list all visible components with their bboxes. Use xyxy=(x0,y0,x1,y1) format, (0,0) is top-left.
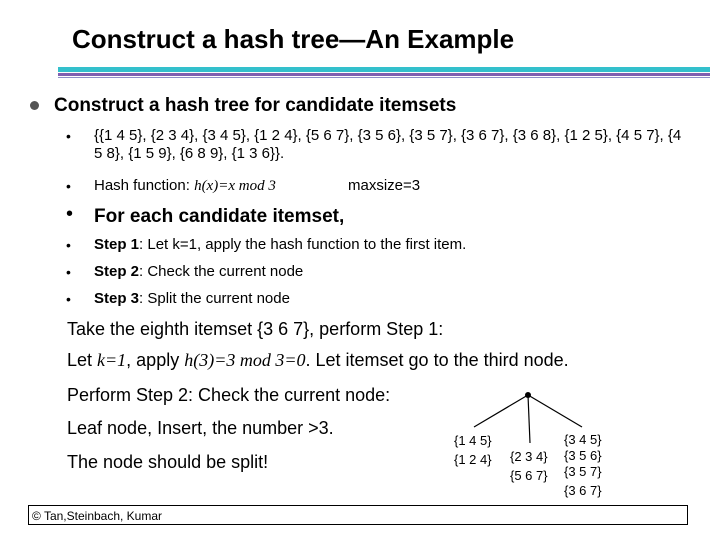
paragraph-5: The node should be split! xyxy=(67,452,269,472)
second-bullet: For each candidate itemset, xyxy=(94,206,345,227)
slide-title: Construct a hash tree—An Example xyxy=(72,24,515,54)
tree-left-leaf-item: {1 4 5} xyxy=(454,433,492,448)
paragraph-2-a: Let xyxy=(67,350,98,370)
step-1-label: Step 1 xyxy=(94,236,140,253)
bullet-icon xyxy=(30,101,39,110)
bullet-icon: • xyxy=(66,237,71,253)
hash-tree-diagram xyxy=(440,385,620,503)
maxsize-label: maxsize=3 xyxy=(348,177,421,194)
step-2-label: Step 2 xyxy=(94,263,140,280)
bullet-icon: • xyxy=(66,291,71,307)
tree-middle-leaf-item: {5 6 7} xyxy=(510,468,548,483)
step-3 xyxy=(94,290,290,308)
main-bullet: Construct a hash tree for candidate itemsets xyxy=(54,95,457,116)
bullet-icon: • xyxy=(66,178,71,194)
tree-edge-middle xyxy=(528,395,530,443)
paragraph-2-c: . Let itemset go to the third node. xyxy=(305,350,569,370)
tree-edge-right xyxy=(528,395,582,427)
step-1 xyxy=(94,236,466,254)
step-3-label: Step 3 xyxy=(94,290,140,307)
step-2 xyxy=(94,263,303,281)
tree-middle-leaf-item: {2 3 4} xyxy=(510,449,548,464)
title-divider-thin xyxy=(58,77,710,78)
paragraph-4: Leaf node, Insert, the number >3. xyxy=(67,418,334,438)
tree-right-leaf-item: {3 4 5} xyxy=(564,432,602,447)
tree-right-leaf-item: {3 5 6} xyxy=(564,448,602,463)
tree-edge-left xyxy=(474,395,528,427)
paragraph-1: Take the eighth itemset {3 6 7}, perform Step 1: xyxy=(67,319,444,339)
hash-function-line xyxy=(94,177,276,195)
paragraph-2 xyxy=(67,350,569,371)
paragraph-2-h: h(3)=3 mod 3=0 xyxy=(184,350,306,370)
title-divider xyxy=(58,67,710,72)
tree-right-leaf-item: {3 5 7} xyxy=(564,464,602,479)
hash-function-label: Hash function: xyxy=(94,177,190,194)
paragraph-3: Perform Step 2: Check the current node: xyxy=(67,385,391,405)
tree-left-leaf-item: {1 2 4} xyxy=(454,452,492,467)
itemset-list: {{1 4 5}, {2 3 4}, {3 4 5}, {1 2 4}, {5 6 7}, {3 5 6}, {3 5 7}, {3 6 7}, {3 6 8}, {1 2 5}, {4 5 7}, {4 5 8}, {1 5 9}, {6 8 9}, {1 3 6}}. xyxy=(94,127,682,162)
hash-function-formula: h(x)=x mod 3 xyxy=(194,178,276,194)
paragraph-2-b: , apply xyxy=(126,350,185,370)
paragraph-2-k: k=1 xyxy=(97,350,127,370)
bullet-icon: • xyxy=(66,203,74,225)
step-2-text: : Check the current node xyxy=(139,263,304,280)
step-3-text: : Split the current node xyxy=(139,290,290,307)
tree-right-leaf-item: {3 6 7} xyxy=(564,483,602,498)
title-divider-accent xyxy=(58,73,710,76)
bullet-icon: • xyxy=(66,264,71,280)
copyright-footer: © Tan,Steinbach, Kumar xyxy=(28,505,688,525)
step-1-text: : Let k=1, apply the hash function to the first item. xyxy=(139,236,467,253)
bullet-icon: • xyxy=(66,128,71,144)
